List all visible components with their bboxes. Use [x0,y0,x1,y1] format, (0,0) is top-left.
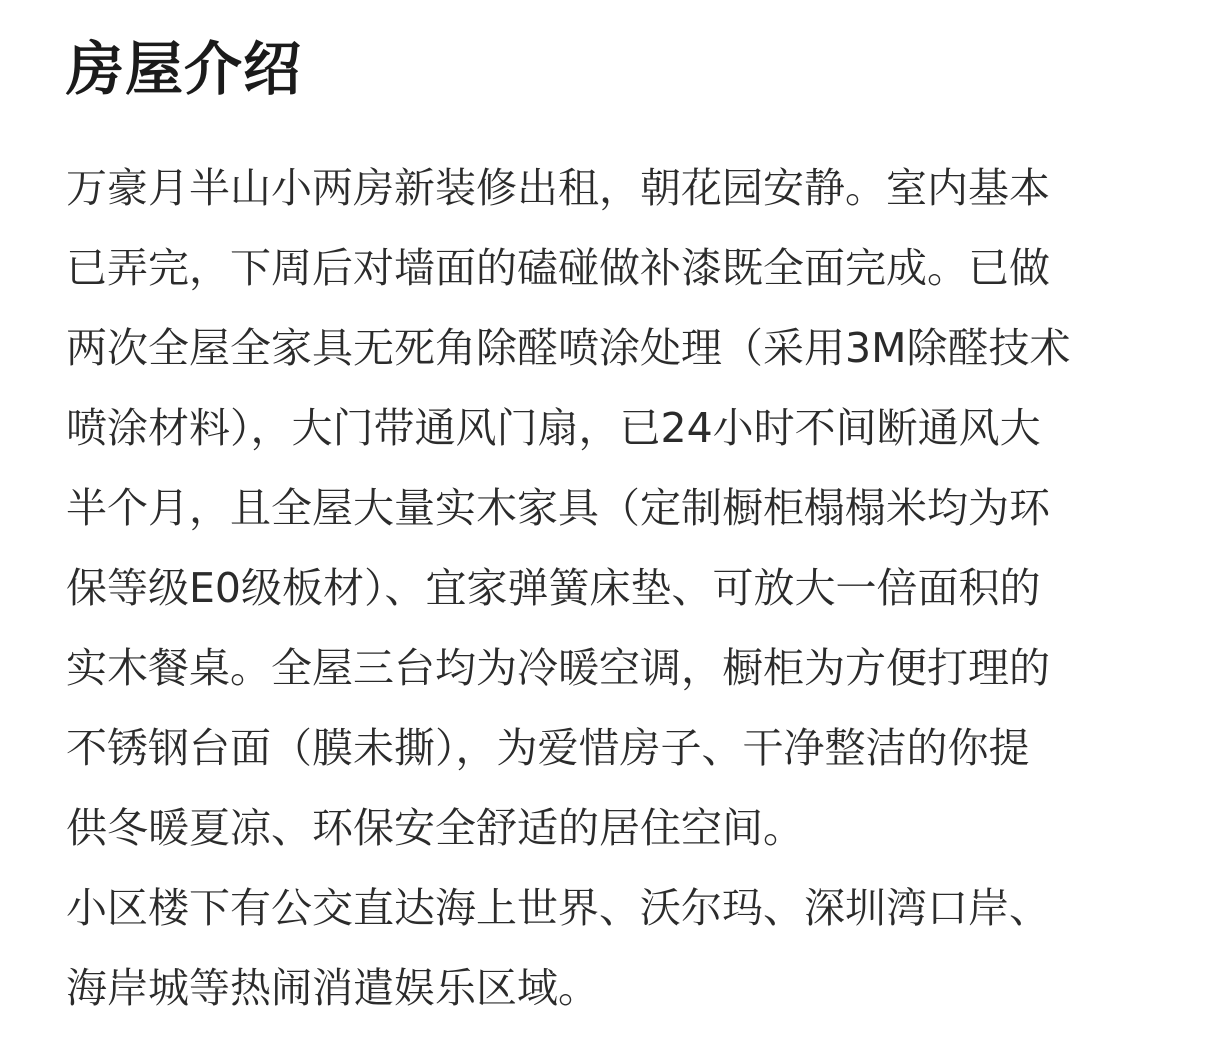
house-intro-section [66,30,1146,1028]
house-description [66,148,1146,1028]
description-line: 保等级E0级板材）、宜家弹簧床垫、可放大一倍面积的 [66,564,1041,612]
description-line: 半个月，且全屋大量实木家具（定制橱柜榻榻米均为环 [66,484,1050,532]
description-line: 实木餐桌。全屋三台均为冷暖空调，橱柜为方便打理的 [66,644,1050,692]
section-title: 房屋介绍 [66,35,303,103]
description-line: 海岸城等热闹消遣娱乐区域。 [66,964,599,1012]
description-line: 万豪月半山小两房新装修出租，朝花园安静。室内基本 [66,164,1050,212]
description-line: 小区楼下有公交直达海上世界、沃尔玛、深圳湾口岸、 [66,884,1050,932]
description-line: 两次全屋全家具无死角除醛喷涂处理（采用3M除醛技术 [66,324,1071,372]
description-line: 供冬暖夏凉、环保安全舒适的居住空间。 [66,804,804,852]
description-line: 喷涂材料），大门带通风门扇，已24小时不间断通风大 [66,404,1041,452]
description-line: 不锈钢台面（膜未撕），为爱惜房子、干净整洁的你提 [66,724,1030,772]
description-line: 已弄完，下周后对墙面的磕碰做补漆既全面完成。已做 [66,244,1050,292]
